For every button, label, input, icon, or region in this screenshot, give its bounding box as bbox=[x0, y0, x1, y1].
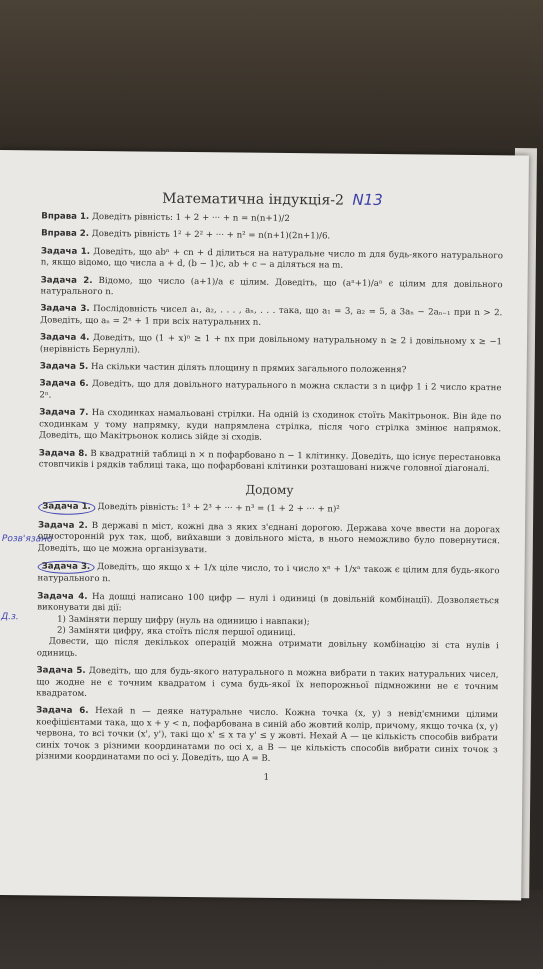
item-label: Задача 5. bbox=[39, 361, 89, 372]
item-text: Доведіть, що (1 + x)ⁿ ≥ 1 + nx при довільному натуральному n ≥ 2 і довільному x ≥ −1 (нерівність Бернуллі). bbox=[39, 333, 503, 356]
worksheet-content bbox=[35, 188, 503, 787]
item-text: Відомо, що число (a+1)/a є цілим. Доведіть, що (aⁿ+1)/aⁿ є цілим для довільного натурального n. bbox=[40, 275, 503, 298]
page-number: 1 bbox=[263, 773, 270, 784]
page-title bbox=[41, 188, 503, 210]
item-label: Задача 5. bbox=[36, 665, 86, 677]
item-text: Послідовність чисел a₁, a₂, . . . , aₙ, . . . така, що a₁ = 3, a₂ = 5, а 3aₙ − 2aₙ₋₁ при n > 2. Доведіть, що aₙ = 2ⁿ + 1 при всіх натуральних n. bbox=[40, 304, 503, 328]
item-text: Доведіть, що для будь-якого натурального n можна вибрати n таких натуральних чисел, що жодне не є точним квадратом і сума будь-якої їх непорожньої підмножини не є точним квадратом. bbox=[36, 666, 499, 699]
problem-2 bbox=[40, 275, 502, 303]
item-text: На сходинках намальовані стрілки. На одній із сходинок стоїть Макітрьонок. Він йде по сходинкам у тому напрямку, куди напрямлена стрілка, після чого стрілка змінює напрямок. Доведіть, що Макітрьонок колись зійде зі сходів. bbox=[38, 408, 502, 443]
home-problem-5 bbox=[36, 666, 498, 705]
item-text: Нехай n — деяке натуральне число. Кожна точка (x, y) з невід'ємними цілими коефіцієнтами така, що x + y < n, пофарбована в синій або жовтий колір, причому, якщо точка (x, y) червона, то всі точки (x', y'), такі що x' ≤ x та y' ≤ y жовті. Нехай A — це кількість способів вибрати синіх точок з різними координатами по осі x, а B — це кількість способів вибрати синіх точок з різними координатами по осі y. Доведіть, що A = B. bbox=[35, 706, 499, 764]
item-label: Вправа 2. bbox=[41, 228, 90, 240]
exercise-1 bbox=[41, 211, 503, 227]
item-label: Задача 1. bbox=[38, 501, 95, 515]
home-problem-2 bbox=[38, 520, 500, 559]
item-text: Доведіть, що для довільного натурального n можна скласти з n цифр 1 і 2 число кратне 2ⁿ. bbox=[39, 379, 502, 401]
item-label: Задача 3. bbox=[40, 303, 90, 315]
item-label: Вправа 1. bbox=[41, 211, 90, 222]
home-problem-3 bbox=[37, 560, 499, 590]
item-text: На скільки частин ділять площину n прямих загального положення? bbox=[91, 362, 407, 376]
home-problem-4-option-1: 1) Заміняти першу цифру (нуль на одиницю і навпаки); bbox=[57, 614, 310, 627]
item-label: Задача 8. bbox=[38, 447, 88, 459]
margin-note-2: Д.з. bbox=[1, 612, 19, 623]
item-label: Задача 7. bbox=[39, 407, 89, 419]
item-text: На дошці написано 100 цифр — нулі і одиниці (в довільній комбінації). Дозволяється виконувати дві дії: bbox=[37, 591, 500, 614]
item-text: Доведіть рівність: 1³ + 2³ + ··· + n³ = (1 + 2 + ··· + n)² bbox=[97, 502, 340, 515]
problem-4 bbox=[40, 333, 502, 361]
home-problem-4-option-2: 2) Заміняти цифру, яка стоїть після першої одиниці. bbox=[56, 625, 296, 639]
item-text: Доведіть рівність: 1 + 2 + ··· + n = n(n+1)/2 bbox=[91, 211, 290, 225]
background-bottom bbox=[0, 890, 543, 969]
item-label: Задача 4. bbox=[37, 591, 88, 602]
item-text: Доведіть, що abⁿ + cn + d ділиться на натуральне число m для будь-якого натурального n, якщо відомо, що числа a + d, (b − 1)c, ab + c − a діляться на m. bbox=[40, 246, 503, 271]
item-text: В квадратній таблиці n × n пофарбовано n − 1 клітинку. Доведіть, що існує перестановка стовпчиків і рядків таблиці така, що пофарбовані клітинки розташовані нижче головної діагоналі. bbox=[38, 448, 501, 475]
item-label: Задача 6. bbox=[39, 378, 89, 390]
homework-heading: Додому bbox=[245, 482, 294, 498]
worksheet-page bbox=[0, 150, 529, 900]
item-label: Задача 1. bbox=[40, 246, 91, 257]
item-label: Задача 3. bbox=[38, 560, 95, 574]
exercise-2 bbox=[41, 229, 503, 245]
home-problem-6 bbox=[36, 706, 499, 768]
problem-5 bbox=[40, 361, 502, 377]
item-text: Доведіть, що якщо x + 1/x ціле число, то і число xⁿ + 1/xⁿ також є цілим для будь-якого натурального n. bbox=[37, 561, 500, 585]
item-text: В державі n міст, кожні два з яких з'єднані дорогою. Держава хоче ввести на дорогах односторонній рух так, щоб, вийхавши з довільного міста, в нього неможливо було повернутися. Доведіть, що це можна організувати. bbox=[37, 520, 501, 555]
home-problem-1 bbox=[38, 501, 500, 519]
item-label: Задача 6. bbox=[36, 705, 89, 717]
item-text: Доведіть рівність 1² + 2² + ··· + n² = n(n+1)(2n+1)/6. bbox=[91, 229, 331, 242]
item-label: Задача 2. bbox=[40, 275, 93, 286]
item-label: Задача 2. bbox=[38, 520, 88, 531]
home-problem-4-tail: Довести, що після декількох операцій можна отримати довільну комбінацію зі ста нулів і одиниць. bbox=[36, 636, 499, 659]
background-top bbox=[0, 0, 543, 170]
item-label: Задача 4. bbox=[39, 332, 90, 344]
problem-8 bbox=[39, 448, 501, 476]
margin-note-1: Розв'язано bbox=[1, 534, 53, 545]
handwritten-number: N13 bbox=[352, 190, 383, 210]
problem-6 bbox=[39, 379, 501, 407]
problem-1 bbox=[41, 246, 503, 274]
problem-3 bbox=[40, 304, 502, 332]
problem-7 bbox=[39, 408, 501, 447]
title-text: Математична індукція-2 bbox=[162, 190, 345, 209]
